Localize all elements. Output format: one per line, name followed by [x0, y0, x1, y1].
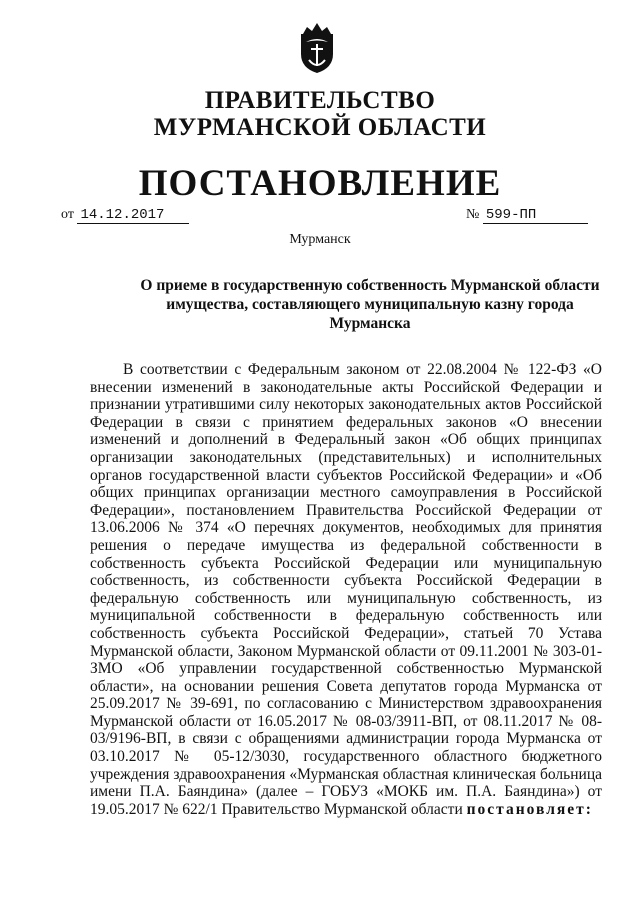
document-type: ПОСТАНОВЛЕНИЕ: [138, 163, 502, 204]
murmansk-coat-of-arms-icon: [297, 20, 337, 74]
government-name-line1: ПРАВИТЕЛЬСТВО: [204, 87, 436, 114]
document-number: [466, 207, 588, 224]
body-paragraph: [90, 361, 602, 818]
document-date: [61, 207, 189, 224]
number-prefix: №: [466, 207, 480, 222]
government-name-line2: МУРМАНСКОЙ ОБЛАСТИ: [153, 114, 487, 141]
number-value: 599-ПП: [485, 207, 537, 223]
date-value: 14.12.2017: [80, 207, 165, 223]
document-title: О приеме в государственную собственность Мурманской области имущества, составляющего муниципальную казну города Мурманска: [140, 277, 600, 332]
city: Мурманск: [289, 232, 351, 247]
body-text: В соответствии с Федеральным законом от 22.08.2004 № 122-ФЗ «О внесении изменений в законодательные акты Российской Федерации и признании утратившими силу некоторых законодательных актов Российской Федерации в связи с принятием федеральных законов «О внесении изменений и дополнений в Федеральный закон «Об общих принципах организации законодательных (представительных) и исполнительных органов государственной власти субъектов Российской Федерации» и «Об общих принципах организации местного самоуправления в Российской Федерации», постановлением Правительства Российской Федерации от 13.06.2006 № 374 «О перечнях документов, необходимых для принятия решения о передаче имущества из федеральной собственности в собственность субъекта Российской Федерации или муниципальную собственность, из собственности субъекта Российской Федерации в федеральную собственность или муниципальную собственность, из муниципальной собственности в федеральную собственность или собственность субъекта Российской Федерации», статьей 70 Устава Мурманской области, Законом Мурманской области от 09.11.2001 № 303-01-ЗМО «Об управлении государственной собственностью Мурманской области», на основании решения Совета депутатов города Мурманска от 25.09.2017 № 39-691, по согласованию с Министерством здравоохранения Мурманской области от 16.05.2017 № 08-03/3911-ВП, от 08.11.2017 № 08-03/9196-ВП, в связи с обращениями администрации города Мурманска от 03.10.2017 № 05-12/3030, государственного областного бюджетного учреждения здравоохранения «Мурманская областная клиническая больница имени П.А. Баяндина» (далее – ГОБУЗ «МОКБ им. П.А. Баяндина») от 19.05.2017 № 622/1 Правительство Мурманской области: [90, 361, 602, 818]
date-prefix: от: [61, 207, 74, 222]
decree-word: постановляет:: [466, 800, 593, 818]
